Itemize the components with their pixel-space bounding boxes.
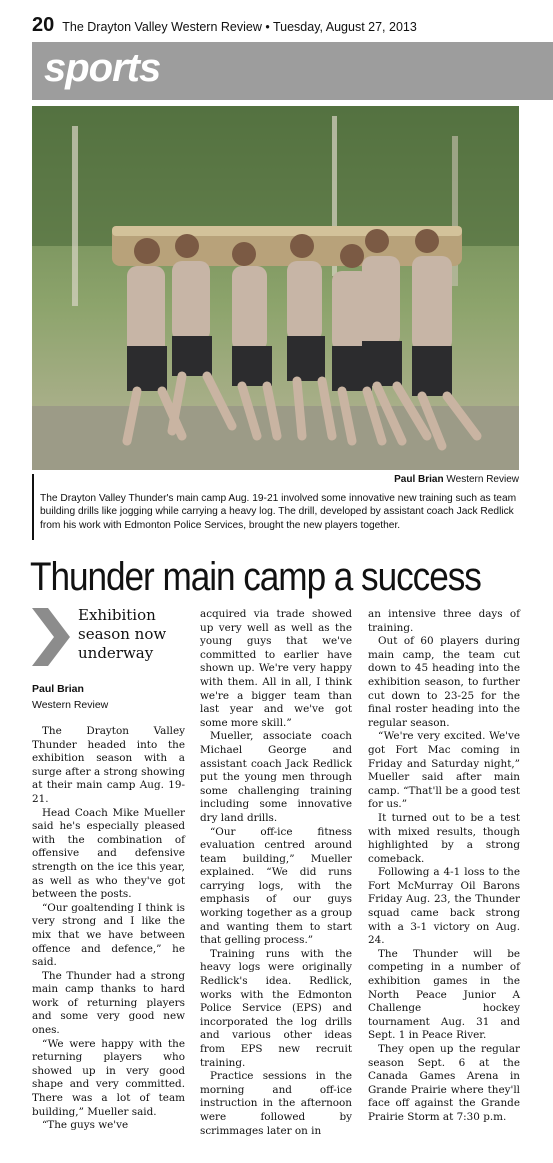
- paragraph: “Our goaltending I think is very strong and I like the mix that we have between offence and defence,” he said.: [32, 901, 185, 969]
- paragraph: Out of 60 players during main camp, the team cut down to 45 heading into the exhibition season, to further cut down to 23-25 for the final roster heading into the regular season.: [368, 635, 520, 729]
- paragraph: “We're very excited. We've got Fort Mac coming in Friday and Saturday night,” Mueller said after main camp. “That'll be a good test for us.”: [368, 730, 520, 811]
- article-deck: Exhibition season now underway: [78, 606, 167, 662]
- paragraph: The Thunder will be competing in a number of exhibition games in the North Peace Junior A Challenge hockey tournament Aug. 31 and Sept. 1 in Peace River.: [368, 947, 520, 1042]
- paragraph: an intensive three days of training.: [368, 608, 520, 634]
- photo-credit-org: Western Review: [446, 474, 519, 485]
- paragraph: acquired via trade showed up very well as well as the young guys that we've committed to earlier have shown up. We're very happy with them. All in all, I think we're a bigger team than last year and we've got some more skill.”: [200, 608, 352, 729]
- photo-credit-name: Paul Brian: [394, 474, 444, 485]
- paragraph: “The guys we've: [42, 1119, 129, 1132]
- article-headline: Thunder main camp a success: [30, 555, 481, 599]
- team-photo: [32, 106, 519, 470]
- article-column-1: [32, 725, 185, 1133]
- caption-rule: [32, 474, 34, 540]
- paragraph: Practice sessions in the morning and off-ice instruction in the afternoon were followed by scrimmages later on in: [200, 1070, 352, 1137]
- paragraph: It turned out to be a test with mixed results, though highlighted by a strong comeback.: [368, 811, 520, 865]
- paragraph: “Our off-ice fitness evaluation centred around team building,” Mueller explained. “We did runs carrying logs, with the emphasis of our guys working together as a group and wanting them to start that gelling process.”: [200, 825, 352, 947]
- paragraph: They open up the regular season Sept. 6 at the Canada Games Arena in Grande Prairie where they'll face off against the Grande Prairie Storm at 7:30 p.m.: [368, 1043, 520, 1123]
- folio-line: The Drayton Valley Western Review • Tuesday, August 27, 2013: [62, 20, 417, 34]
- photo-credit: [394, 474, 519, 485]
- paragraph: The Thunder had a strong main camp thanks to hard work of returning players and some very good new ones.: [32, 969, 185, 1037]
- article-column-2: [200, 608, 352, 1138]
- byline-name: Paul Brian: [32, 683, 84, 695]
- article-column-3: [368, 608, 520, 1125]
- paragraph: Following a 4-1 loss to the Fort McMurray Oil Barons Friday Aug. 23, the Thunder squad came back strong with a 3-1 victory on Aug. 24.: [368, 866, 520, 947]
- log-carry-photo-illustration: [32, 106, 519, 470]
- byline-paper: Western Review: [32, 699, 109, 711]
- page-number: 20: [32, 14, 55, 36]
- photo-caption: The Drayton Valley Thunder's main camp Aug. 19-21 involved some innovative new training such as team building drills like jogging while carrying a heavy log. The drill, developed by assistant coach Jack Redlick from his work with Edmonton Police Services, brought the new players together.: [40, 493, 517, 531]
- page-folio: [32, 14, 552, 40]
- chevron-right-icon: [32, 608, 70, 666]
- section-name: sports: [44, 46, 161, 90]
- section-banner: [32, 42, 553, 100]
- paragraph: “We were happy with the returning players who showed up in very good shape and very committed. There was a lot of team building,” Mueller said.: [32, 1037, 185, 1118]
- paragraph: Training runs with the heavy logs were originally Redlick's idea. Redlick, works with the Edmonton Police Service (EPS) and incorporated the log drills and various other ideas from EPS new recruit training.: [200, 947, 352, 1069]
- paragraph: The Drayton Valley Thunder headed into the exhibition season with a surge after a strong showing at their main camp Aug. 19-21.: [32, 725, 185, 805]
- paragraph: Head Coach Mike Mueller said he's especially pleased with the combination of offensive and defensive strength on the ice this year, as well as who they've got between the posts.: [32, 806, 185, 901]
- paragraph: Mueller, associate coach Michael George and assistant coach Jack Redlick put the young men through some challenging training including some innovative dry land drills.: [200, 730, 352, 824]
